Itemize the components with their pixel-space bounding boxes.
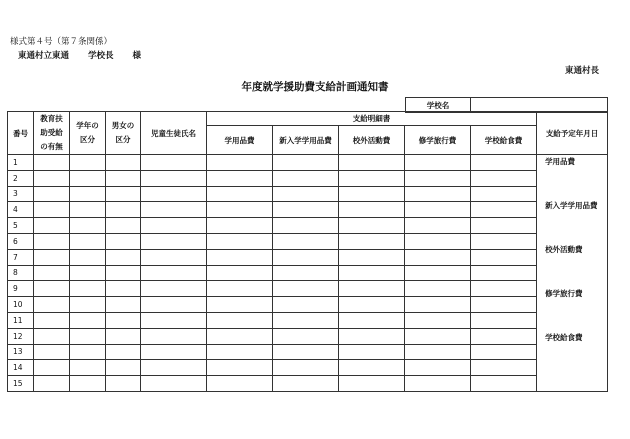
header-detail-column: 修学旅行費 bbox=[405, 126, 471, 155]
entry-cell[interactable] bbox=[106, 281, 141, 297]
entry-cell[interactable] bbox=[339, 218, 405, 234]
allowance-table bbox=[7, 111, 608, 392]
entry-cell[interactable] bbox=[207, 360, 273, 376]
entry-cell[interactable] bbox=[273, 360, 339, 376]
entry-cell[interactable] bbox=[106, 155, 141, 171]
header-welfare-line: 教育扶 bbox=[40, 114, 63, 123]
entry-cell[interactable] bbox=[273, 344, 339, 360]
entry-cell[interactable] bbox=[106, 249, 141, 265]
row-number: 5 bbox=[8, 218, 34, 234]
entry-cell[interactable] bbox=[207, 265, 273, 281]
entry-cell[interactable] bbox=[70, 155, 106, 171]
entry-cell[interactable] bbox=[141, 265, 207, 281]
entry-cell[interactable] bbox=[405, 297, 471, 313]
entry-cell[interactable] bbox=[207, 155, 273, 171]
entry-cell[interactable] bbox=[70, 186, 106, 202]
entry-cell[interactable] bbox=[34, 249, 70, 265]
row-number: 14 bbox=[8, 360, 34, 376]
addressee-school: 東通村立東通 bbox=[18, 51, 70, 61]
header-student-name: 児童生徒氏名 bbox=[141, 112, 207, 155]
schedule-item: 修学旅行費 bbox=[545, 289, 583, 298]
row-number: 12 bbox=[8, 328, 34, 344]
entry-cell[interactable] bbox=[141, 312, 207, 328]
entry-cell[interactable] bbox=[34, 155, 70, 171]
entry-cell[interactable] bbox=[405, 328, 471, 344]
header-detail-column: 学校給食費 bbox=[471, 126, 537, 155]
entry-cell[interactable] bbox=[207, 328, 273, 344]
header-gender-line: 区分 bbox=[115, 135, 131, 144]
schedule-item: 学用品費 bbox=[545, 157, 576, 166]
table-row bbox=[8, 170, 608, 186]
entry-cell[interactable] bbox=[34, 312, 70, 328]
row-number: 10 bbox=[8, 297, 34, 313]
entry-cell[interactable] bbox=[405, 202, 471, 218]
header-gender-line: 男女の bbox=[111, 121, 135, 130]
row-number: 4 bbox=[8, 202, 34, 218]
entry-cell[interactable] bbox=[405, 281, 471, 297]
entry-cell[interactable] bbox=[106, 265, 141, 281]
entry-cell[interactable] bbox=[70, 233, 106, 249]
document-title: 年度就学援助費支給計画通知書 bbox=[241, 81, 389, 93]
entry-cell[interactable] bbox=[34, 360, 70, 376]
entry-cell[interactable] bbox=[141, 155, 207, 171]
table-row bbox=[8, 297, 608, 313]
header-grade bbox=[70, 112, 106, 155]
entry-cell[interactable] bbox=[405, 265, 471, 281]
row-number: 9 bbox=[8, 281, 34, 297]
entry-cell[interactable] bbox=[471, 376, 537, 392]
entry-cell[interactable] bbox=[207, 297, 273, 313]
table-row bbox=[8, 249, 608, 265]
entry-cell[interactable] bbox=[471, 344, 537, 360]
entry-cell[interactable] bbox=[471, 233, 537, 249]
entry-cell[interactable] bbox=[273, 376, 339, 392]
entry-cell[interactable] bbox=[273, 155, 339, 171]
header-schedule: 支給予定年月日 bbox=[537, 112, 608, 155]
entry-cell[interactable] bbox=[70, 202, 106, 218]
entry-cell[interactable] bbox=[339, 155, 405, 171]
entry-cell[interactable] bbox=[471, 170, 537, 186]
entry-cell[interactable] bbox=[141, 360, 207, 376]
entry-cell[interactable] bbox=[106, 360, 141, 376]
entry-cell[interactable] bbox=[471, 328, 537, 344]
entry-cell[interactable] bbox=[207, 376, 273, 392]
addressee-honorific: 様 bbox=[132, 51, 141, 61]
entry-cell[interactable] bbox=[471, 265, 537, 281]
row-number: 13 bbox=[8, 344, 34, 360]
entry-cell[interactable] bbox=[34, 218, 70, 234]
table-row bbox=[8, 265, 608, 281]
entry-cell[interactable] bbox=[106, 344, 141, 360]
entry-cell[interactable] bbox=[106, 328, 141, 344]
table-row bbox=[8, 281, 608, 297]
entry-cell[interactable] bbox=[339, 265, 405, 281]
header-details: 支給明細書 bbox=[207, 112, 537, 126]
header-detail-column: 新入学学用品費 bbox=[273, 126, 339, 155]
entry-cell[interactable] bbox=[339, 376, 405, 392]
entry-cell[interactable] bbox=[70, 170, 106, 186]
entry-cell[interactable] bbox=[405, 376, 471, 392]
school-name-label: 学校名 bbox=[406, 98, 471, 113]
table-row bbox=[8, 376, 608, 392]
entry-cell[interactable] bbox=[141, 249, 207, 265]
entry-cell[interactable] bbox=[339, 233, 405, 249]
entry-cell[interactable] bbox=[34, 170, 70, 186]
entry-cell[interactable] bbox=[339, 344, 405, 360]
entry-cell[interactable] bbox=[106, 186, 141, 202]
entry-cell[interactable] bbox=[471, 281, 537, 297]
entry-cell[interactable] bbox=[405, 233, 471, 249]
entry-cell[interactable] bbox=[34, 297, 70, 313]
row-number: 7 bbox=[8, 249, 34, 265]
form-number: 様式第４号（第７条関係） bbox=[10, 37, 113, 47]
entry-cell[interactable] bbox=[70, 344, 106, 360]
entry-cell[interactable] bbox=[70, 360, 106, 376]
schedule-item: 校外活動費 bbox=[545, 245, 583, 254]
entry-cell[interactable] bbox=[273, 218, 339, 234]
entry-cell[interactable] bbox=[34, 376, 70, 392]
header-detail-column: 校外活動費 bbox=[339, 126, 405, 155]
entry-cell[interactable] bbox=[471, 202, 537, 218]
table-row bbox=[8, 186, 608, 202]
entry-cell[interactable] bbox=[207, 249, 273, 265]
entry-cell[interactable] bbox=[70, 376, 106, 392]
entry-cell[interactable] bbox=[106, 233, 141, 249]
entry-cell[interactable] bbox=[405, 249, 471, 265]
entry-cell[interactable] bbox=[70, 249, 106, 265]
entry-cell[interactable] bbox=[339, 170, 405, 186]
header-grade-line: 区分 bbox=[80, 135, 95, 144]
table-row bbox=[8, 328, 608, 344]
entry-cell[interactable] bbox=[70, 312, 106, 328]
header-welfare-line: の有無 bbox=[40, 142, 63, 151]
entry-cell[interactable] bbox=[471, 186, 537, 202]
entry-cell[interactable] bbox=[207, 218, 273, 234]
entry-cell[interactable] bbox=[141, 233, 207, 249]
entry-cell[interactable] bbox=[207, 202, 273, 218]
entry-cell[interactable] bbox=[273, 202, 339, 218]
table-row bbox=[8, 344, 608, 360]
entry-cell[interactable] bbox=[273, 233, 339, 249]
entry-cell[interactable] bbox=[405, 155, 471, 171]
entry-cell[interactable] bbox=[141, 297, 207, 313]
entry-cell[interactable] bbox=[471, 312, 537, 328]
row-number: 15 bbox=[8, 376, 34, 392]
addressee bbox=[18, 49, 157, 61]
entry-cell[interactable] bbox=[141, 344, 207, 360]
header-gender bbox=[106, 112, 141, 155]
entry-cell[interactable] bbox=[273, 297, 339, 313]
entry-cell[interactable] bbox=[106, 376, 141, 392]
entry-cell[interactable] bbox=[141, 281, 207, 297]
entry-cell[interactable] bbox=[34, 202, 70, 218]
entry-cell[interactable] bbox=[141, 376, 207, 392]
entry-cell[interactable] bbox=[471, 249, 537, 265]
entry-cell[interactable] bbox=[106, 170, 141, 186]
entry-cell[interactable] bbox=[273, 281, 339, 297]
entry-cell[interactable] bbox=[405, 170, 471, 186]
table-row bbox=[8, 233, 608, 249]
entry-cell[interactable] bbox=[207, 344, 273, 360]
entry-cell[interactable] bbox=[339, 297, 405, 313]
entry-cell[interactable] bbox=[106, 218, 141, 234]
entry-cell[interactable] bbox=[34, 233, 70, 249]
entry-cell[interactable] bbox=[405, 360, 471, 376]
header-welfare-line: 助受給 bbox=[40, 128, 63, 137]
schedule-item: 学校給食費 bbox=[545, 333, 583, 342]
entry-cell[interactable] bbox=[70, 218, 106, 234]
table-row bbox=[8, 155, 608, 171]
entry-cell[interactable] bbox=[70, 265, 106, 281]
entry-cell[interactable] bbox=[405, 312, 471, 328]
entry-cell[interactable] bbox=[273, 170, 339, 186]
entry-cell[interactable] bbox=[70, 281, 106, 297]
header-welfare bbox=[34, 112, 70, 155]
entry-cell[interactable] bbox=[339, 328, 405, 344]
entry-cell[interactable] bbox=[207, 312, 273, 328]
entry-cell[interactable] bbox=[339, 360, 405, 376]
entry-cell[interactable] bbox=[471, 297, 537, 313]
entry-cell[interactable] bbox=[207, 186, 273, 202]
table-row bbox=[8, 360, 608, 376]
schedule-item: 新入学学用品費 bbox=[545, 201, 598, 210]
row-number: 11 bbox=[8, 312, 34, 328]
entry-cell[interactable] bbox=[34, 186, 70, 202]
row-number: 8 bbox=[8, 265, 34, 281]
header-number: 番号 bbox=[8, 112, 34, 155]
entry-cell[interactable] bbox=[207, 233, 273, 249]
entry-cell[interactable] bbox=[34, 281, 70, 297]
entry-cell[interactable] bbox=[471, 155, 537, 171]
row-number: 1 bbox=[8, 155, 34, 171]
header-grade-line: 学年の bbox=[76, 121, 99, 130]
schedule-cell[interactable] bbox=[537, 155, 608, 392]
entry-cell[interactable] bbox=[34, 344, 70, 360]
entry-cell[interactable] bbox=[70, 297, 106, 313]
entry-cell[interactable] bbox=[273, 312, 339, 328]
entry-cell[interactable] bbox=[339, 202, 405, 218]
row-number: 2 bbox=[8, 170, 34, 186]
entry-cell[interactable] bbox=[141, 186, 207, 202]
entry-cell[interactable] bbox=[471, 360, 537, 376]
entry-cell[interactable] bbox=[141, 328, 207, 344]
table-row bbox=[8, 312, 608, 328]
row-number: 3 bbox=[8, 186, 34, 202]
entry-cell[interactable] bbox=[339, 186, 405, 202]
entry-cell[interactable] bbox=[106, 202, 141, 218]
header-detail-column: 学用品費 bbox=[207, 126, 273, 155]
entry-cell[interactable] bbox=[141, 170, 207, 186]
entry-cell[interactable] bbox=[405, 186, 471, 202]
entry-cell[interactable] bbox=[405, 218, 471, 234]
entry-cell[interactable] bbox=[273, 186, 339, 202]
entry-cell[interactable] bbox=[141, 218, 207, 234]
entry-cell[interactable] bbox=[273, 265, 339, 281]
entry-cell[interactable] bbox=[339, 249, 405, 265]
entry-cell[interactable] bbox=[339, 312, 405, 328]
entry-cell[interactable] bbox=[273, 249, 339, 265]
entry-cell[interactable] bbox=[34, 265, 70, 281]
row-number: 6 bbox=[8, 233, 34, 249]
entry-cell[interactable] bbox=[70, 328, 106, 344]
entry-cell[interactable] bbox=[207, 281, 273, 297]
sender: 東通村長 bbox=[564, 66, 599, 76]
entry-cell[interactable] bbox=[339, 281, 405, 297]
entry-cell[interactable] bbox=[207, 170, 273, 186]
entry-cell[interactable] bbox=[273, 328, 339, 344]
entry-cell[interactable] bbox=[471, 218, 537, 234]
table-row bbox=[8, 202, 608, 218]
entry-cell[interactable] bbox=[106, 312, 141, 328]
addressee-role: 学校長 bbox=[87, 51, 114, 61]
entry-cell[interactable] bbox=[34, 328, 70, 344]
entry-cell[interactable] bbox=[106, 297, 141, 313]
entry-cell[interactable] bbox=[405, 344, 471, 360]
entry-cell[interactable] bbox=[141, 202, 207, 218]
table-row bbox=[8, 218, 608, 234]
